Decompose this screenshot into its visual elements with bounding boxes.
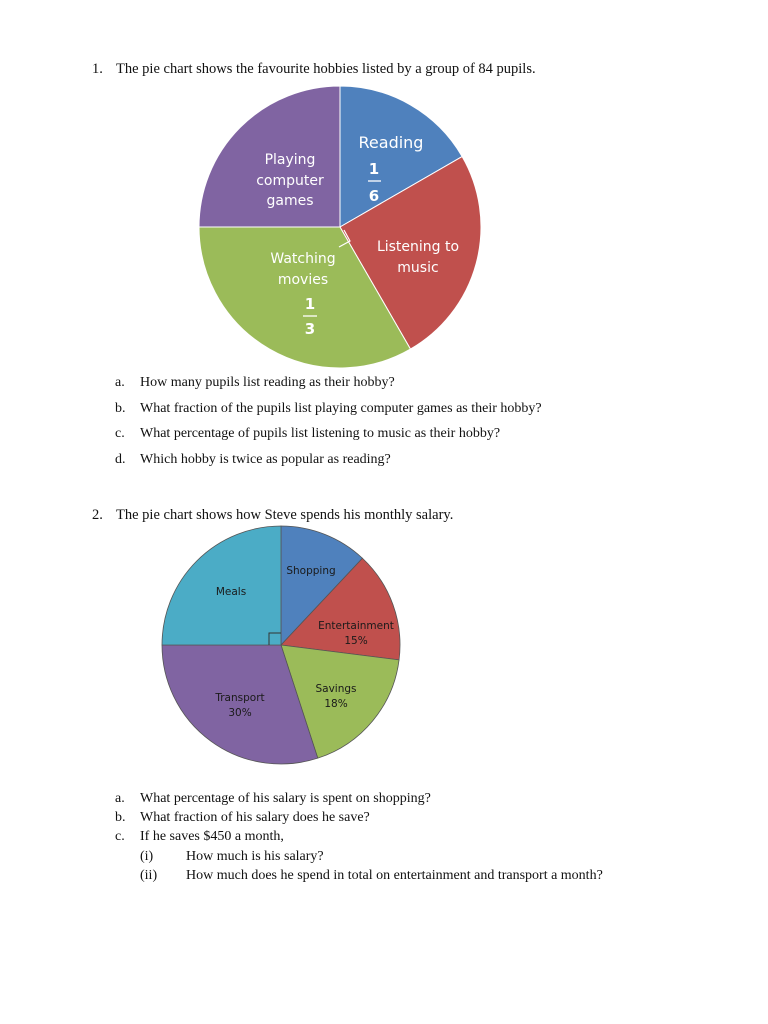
pie1-label-playing-line1: Playing bbox=[264, 152, 316, 168]
question-2-stem bbox=[92, 507, 453, 524]
q1-part-a bbox=[115, 375, 395, 391]
q1-part-d-text: Which hobby is twice as popular as reading? bbox=[140, 452, 391, 467]
q1-part-a-letter: a. bbox=[115, 375, 125, 390]
q2-part-a-text: What percentage of his salary is spent on shopping? bbox=[140, 791, 431, 806]
pie2-value-transport: 30% bbox=[228, 707, 252, 719]
pie1-label-reading: Reading bbox=[358, 133, 424, 152]
pie1-label-watching-line1: Watching bbox=[270, 251, 336, 267]
hobbies-pie-chart bbox=[199, 86, 481, 368]
q2-part-b-letter: b. bbox=[115, 810, 126, 825]
pie2-label-entertainment: Entertainment bbox=[318, 620, 394, 632]
pie1-watching-denominator: 3 bbox=[304, 320, 316, 338]
q2-part-c bbox=[115, 829, 284, 845]
q1-part-c bbox=[115, 426, 500, 442]
q1-part-b bbox=[115, 401, 542, 417]
salary-pie-chart bbox=[162, 526, 400, 764]
pie1-label-playing-line2: computer bbox=[256, 173, 324, 189]
q1-part-a-text: How many pupils list reading as their hobby? bbox=[140, 375, 395, 390]
question-1-number: 1. bbox=[92, 61, 103, 77]
q2-subpart-i-numeral: (i) bbox=[140, 849, 154, 864]
pie2-value-savings: 18% bbox=[324, 698, 348, 710]
pie2-label-transport: Transport bbox=[215, 692, 265, 704]
q2-subpart-ii bbox=[140, 868, 603, 884]
q2-part-c-text: If he saves $450 a month, bbox=[140, 829, 284, 844]
pie2-label-shopping: Shopping bbox=[286, 565, 336, 577]
question-2-number: 2. bbox=[92, 507, 103, 523]
pie1-label-playing-line3: games bbox=[266, 193, 314, 209]
pie2-label-meals: Meals bbox=[215, 586, 247, 598]
question-2-text: The pie chart shows how Steve spends his monthly salary. bbox=[116, 507, 454, 523]
pie1-reading-denominator: 6 bbox=[368, 187, 380, 205]
q1-part-c-letter: c. bbox=[115, 426, 125, 441]
q2-subpart-i bbox=[140, 849, 324, 865]
q1-part-d-letter: d. bbox=[115, 452, 126, 467]
q2-part-a-letter: a. bbox=[115, 791, 125, 806]
q1-part-b-text: What fraction of the pupils list playing computer games as their hobby? bbox=[140, 401, 542, 416]
pie1-label-listening-line2: music bbox=[397, 260, 439, 276]
q1-part-d bbox=[115, 452, 391, 468]
pie1-watching-numerator: 1 bbox=[304, 295, 316, 313]
q1-part-b-letter: b. bbox=[115, 401, 126, 416]
pie2-label-savings: Savings bbox=[315, 683, 357, 695]
q2-subpart-i-text: How much is his salary? bbox=[186, 849, 324, 864]
q2-part-b bbox=[115, 810, 370, 826]
q1-part-c-text: What percentage of pupils list listening to music as their hobby? bbox=[140, 426, 501, 441]
question-1-text: The pie chart shows the favourite hobbies listed by a group of 84 pupils. bbox=[116, 61, 536, 77]
pie1-reading-numerator: 1 bbox=[368, 160, 380, 178]
q2-part-c-letter: c. bbox=[115, 829, 125, 844]
pie1-label-listening-line1: Listening to bbox=[376, 239, 460, 255]
pie2-value-entertainment: 15% bbox=[344, 635, 368, 647]
pie1-label-watching-line2: movies bbox=[277, 272, 329, 288]
q2-subpart-ii-numeral: (ii) bbox=[140, 868, 158, 883]
q2-part-b-text: What fraction of his salary does he save? bbox=[140, 810, 370, 825]
q2-subpart-ii-text: How much does he spend in total on entertainment and transport a month? bbox=[186, 868, 603, 883]
q2-part-a bbox=[115, 791, 431, 807]
